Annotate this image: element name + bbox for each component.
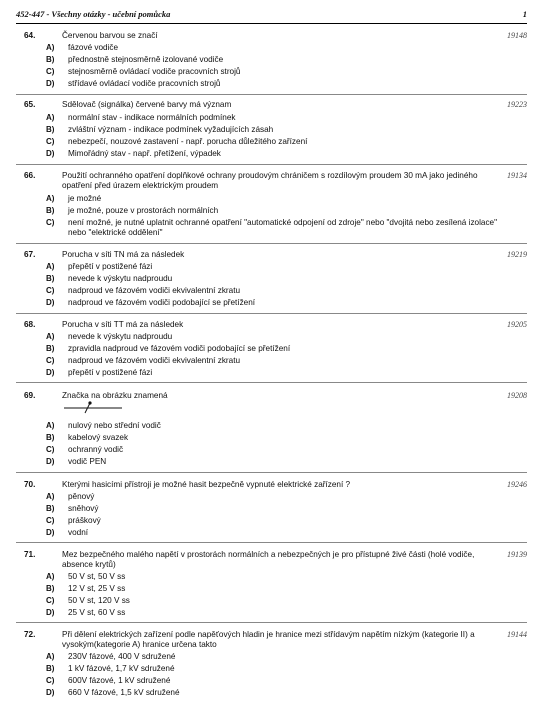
answer-b	[16, 433, 527, 443]
question-number: 64.	[24, 31, 36, 40]
question-id: 19223	[507, 100, 527, 109]
answer-a	[16, 492, 527, 502]
answer-d	[16, 688, 527, 698]
answer-label: A)	[46, 492, 55, 501]
conductor-symbol-figure	[64, 400, 124, 416]
answer-c	[16, 445, 527, 455]
answer-label: B)	[46, 584, 55, 593]
answer-label: D)	[46, 457, 55, 466]
answer-label: D)	[46, 298, 55, 307]
answer-text: kabelový svazek	[68, 433, 129, 442]
answer-text: přepětí v postižené fázi	[68, 262, 153, 271]
answer-a	[16, 652, 527, 662]
question-divider	[16, 542, 527, 543]
answer-text: práškový	[68, 516, 101, 525]
question-text: Porucha v síti TT má za následek	[62, 320, 184, 329]
answer-text: sněhový	[68, 504, 99, 513]
answer-label: D)	[46, 368, 55, 377]
answer-text: zpravidla nadproud ve fázovém vodiči podobající se přetížení	[68, 344, 291, 353]
question-id: 19144	[507, 630, 527, 639]
question-number: 70.	[24, 480, 36, 489]
answer-a	[16, 421, 527, 431]
answer-label: A)	[46, 194, 55, 203]
answer-b	[16, 206, 527, 216]
question-number: 65.	[24, 100, 36, 109]
question-text: Kterými hasicími přístroji je možné hasit bezpečně vypnuté elektrické zařízení ?	[62, 480, 351, 489]
answer-text: 230V fázové, 400 V sdružené	[68, 652, 176, 661]
answer-b	[16, 664, 527, 674]
answer-text: pěnový	[68, 492, 95, 501]
answer-b	[16, 274, 527, 284]
answer-label: B)	[46, 664, 55, 673]
answer-text: střídavé ovládací vodiče pracovních strojů	[68, 79, 221, 88]
answer-d	[16, 368, 527, 378]
answer-text: nulový nebo střední vodič	[68, 421, 161, 430]
answer-label: C)	[46, 676, 55, 685]
question-divider	[16, 94, 527, 95]
answer-label: D)	[46, 79, 55, 88]
answer-c	[16, 356, 527, 366]
answer-text: vodič PEN	[68, 457, 107, 466]
answer-label: D)	[46, 688, 55, 697]
question-text: Červenou barvou se značí	[62, 31, 158, 40]
answer-c	[16, 286, 527, 296]
answer-b	[16, 125, 527, 135]
answer-label: A)	[46, 113, 55, 122]
question-id: 19219	[507, 250, 527, 259]
answer-text: Mimořádný stav - např. přetížení, výpadek	[68, 149, 221, 158]
answer-text: zvláštní význam - indikace podmínek vyžadujících zásah	[68, 125, 274, 134]
question-id: 19246	[507, 480, 527, 489]
answer-a	[16, 262, 527, 272]
question-text: Porucha v síti TN má za následek	[62, 250, 185, 259]
answer-label: A)	[46, 43, 55, 52]
answer-text: nevede k výskytu nadproudu	[68, 274, 173, 283]
answer-text: nebezpečí, nouzové zastavení - např. porucha důležitého zařízení	[68, 137, 308, 146]
question-text: Použití ochranného opatření doplňkové ochrany proudovým chráničem s rozdílovým proudem 30 mA jako jediného opatření před úrazem elektrickým proudem	[62, 171, 478, 190]
page-number: 1	[522, 9, 527, 19]
answer-text: 1 kV fázové, 1,7 kV sdružené	[68, 664, 175, 673]
question-text: Sdělovač (signálka) červené barvy má význam	[62, 100, 232, 109]
question-divider	[16, 164, 527, 165]
answer-label: C)	[46, 596, 55, 605]
answer-c	[16, 137, 527, 147]
question-text: Značka na obrázku znamená	[62, 391, 168, 400]
answer-b	[16, 55, 527, 65]
answer-d	[16, 608, 527, 618]
answer-c	[16, 516, 527, 526]
answer-label: D)	[46, 149, 55, 158]
answer-text: je možné	[68, 194, 102, 203]
answer-label: A)	[46, 652, 55, 661]
answer-text: normální stav - indikace normálních podmínek	[68, 113, 236, 122]
answer-label: B)	[46, 125, 55, 134]
answer-label: B)	[46, 206, 55, 215]
answer-a	[16, 43, 527, 53]
answer-text: přepětí v postižené fázi	[68, 368, 153, 377]
answer-label: B)	[46, 55, 55, 64]
answer-label: B)	[46, 274, 55, 283]
answer-a	[16, 113, 527, 123]
answer-label: B)	[46, 504, 55, 513]
answer-label: C)	[46, 137, 55, 146]
answer-label: C)	[46, 286, 55, 295]
answer-a	[16, 572, 527, 582]
header-title: 452-447 - Všechny otázky - učební pomůcka	[16, 9, 171, 19]
answer-label: C)	[46, 67, 55, 76]
answer-a	[16, 194, 527, 204]
question-number: 72.	[24, 630, 36, 639]
answer-label: A)	[46, 332, 55, 341]
question-id: 19208	[507, 391, 527, 400]
page-header	[16, 9, 527, 24]
answer-text: nevede k výskytu nadproudu	[68, 332, 173, 341]
answer-b	[16, 344, 527, 354]
question-number: 69.	[24, 391, 36, 400]
answer-label: C)	[46, 218, 55, 227]
question-divider	[16, 472, 527, 473]
question-id: 19139	[507, 550, 527, 559]
question-divider	[16, 313, 527, 314]
answer-label: A)	[46, 262, 55, 271]
question-id: 19205	[507, 320, 527, 329]
answer-label: C)	[46, 516, 55, 525]
answer-label: C)	[46, 445, 55, 454]
answer-text: 660 V fázové, 1,5 kV sdružené	[68, 688, 180, 697]
answer-d	[16, 298, 527, 308]
question-id: 19134	[507, 171, 527, 180]
question-text: Mez bezpečného malého napětí v prostorách normálních a nebezpečných je pro přístupné živé části (holé vodiče, absence krytů)	[62, 550, 475, 569]
answer-text: je možné, pouze v prostorách normálních	[68, 206, 219, 215]
answer-a	[16, 332, 527, 342]
answer-c	[16, 67, 527, 77]
answer-text: 600V fázové, 1 kV sdružené	[68, 676, 171, 685]
answer-d	[16, 457, 527, 467]
answer-label: D)	[46, 608, 55, 617]
answer-label: B)	[46, 344, 55, 353]
answer-text: fázové vodiče	[68, 43, 119, 52]
question-divider	[16, 622, 527, 623]
answer-text: není možné, je nutné uplatnit ochranné opatření "automatické odpojení od zdroje" nebo "dvojitá nebo zesílená izolace" nebo "elektrické oddělení"	[68, 218, 498, 237]
answer-b	[16, 504, 527, 514]
answer-d	[16, 149, 527, 159]
question-number: 68.	[24, 320, 36, 329]
question-divider	[16, 382, 527, 383]
answer-label: C)	[46, 356, 55, 365]
answer-d	[16, 79, 527, 89]
answer-label: D)	[46, 528, 55, 537]
question-number: 66.	[24, 171, 36, 180]
answer-label: A)	[46, 572, 55, 581]
question-divider	[16, 243, 527, 244]
answer-c	[16, 218, 527, 238]
answer-c	[16, 596, 527, 606]
answer-text: nadproud ve fázovém vodiči ekvivalentní zkratu	[68, 286, 241, 295]
answer-b	[16, 584, 527, 594]
answer-text: nadproud ve fázovém vodiči podobající se přetížení	[68, 298, 256, 307]
answer-text: přednostně stejnosměrně izolované vodiče	[68, 55, 224, 64]
answer-text: ochranný vodič	[68, 445, 124, 454]
answer-text: vodní	[68, 528, 89, 537]
question-number: 71.	[24, 550, 36, 559]
answer-text: 25 V st, 60 V ss	[68, 608, 126, 617]
answer-text: 50 V st, 120 V ss	[68, 596, 130, 605]
question-id: 19148	[507, 31, 527, 40]
answer-d	[16, 528, 527, 538]
answer-label: B)	[46, 433, 55, 442]
answer-text: stejnosměrně ovládací vodiče pracovních strojů	[68, 67, 241, 76]
question-text: Při dělení elektrických zařízení podle napěťových hladin je hranice mezi střídavým napětím nízkým (kategorie II) a vysokým(kategorie A) hranice určena takto	[62, 630, 475, 649]
answer-text: 12 V st, 25 V ss	[68, 584, 126, 593]
answer-c	[16, 676, 527, 686]
answer-text: nadproud ve fázovém vodiči ekvivalentní zkratu	[68, 356, 241, 365]
answer-label: A)	[46, 421, 55, 430]
answer-text: 50 V st, 50 V ss	[68, 572, 126, 581]
question-number: 67.	[24, 250, 36, 259]
